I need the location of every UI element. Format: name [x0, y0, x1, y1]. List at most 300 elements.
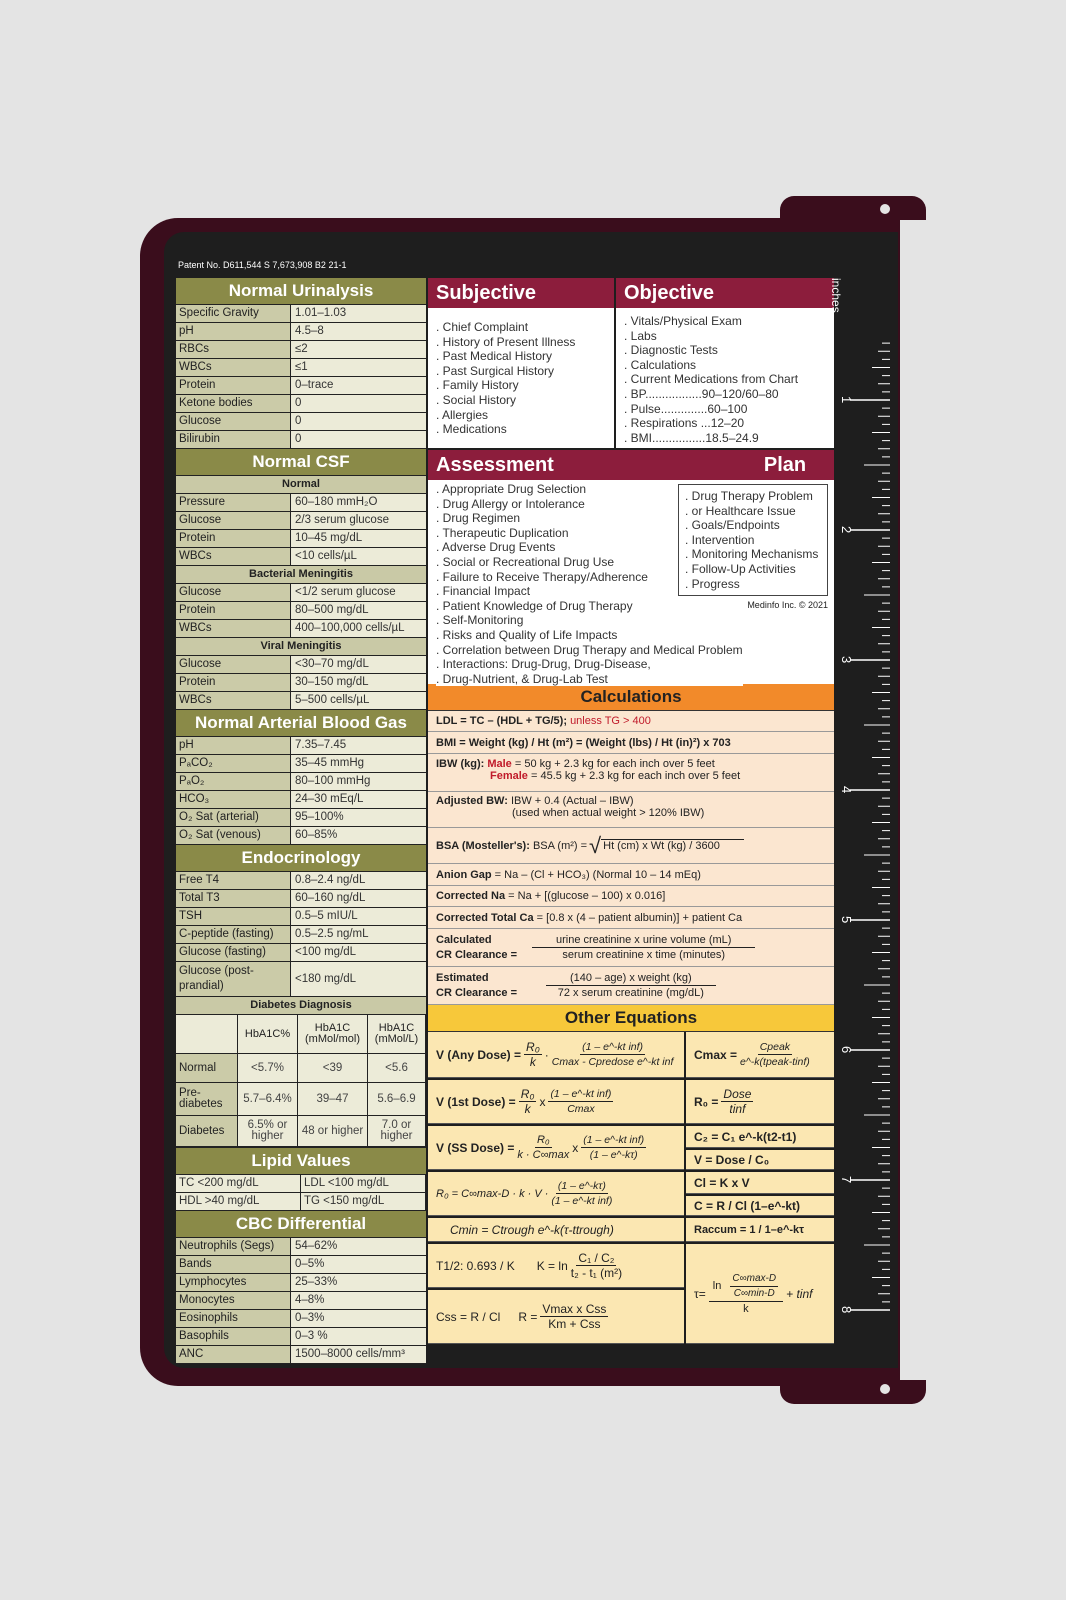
diabetes-cell: <39 — [298, 1054, 368, 1083]
tau-label: τ= — [694, 1286, 706, 1301]
cbc-title: CBC Differential — [176, 1211, 426, 1238]
table-row — [176, 413, 426, 431]
row-key: pH — [176, 737, 291, 754]
eq-text: C₂ = C₁ e^-k(t2-t1) — [694, 1129, 797, 1144]
list-item: . Financial Impact — [436, 584, 743, 599]
table-row — [176, 809, 426, 827]
frac-num: R₀ — [526, 1040, 540, 1054]
eq-label: R₀ = C∞max-D · k · V · — [436, 1187, 549, 1200]
urinalysis-title: Normal Urinalysis — [176, 278, 426, 305]
objective-panel — [616, 278, 834, 448]
row-key: RBCs — [176, 341, 291, 358]
row-key: Ketone bodies — [176, 395, 291, 412]
row-key: Glucose — [176, 656, 291, 673]
row-key: Protein — [176, 674, 291, 691]
eq-text: C = R / Cl (1–e^-kt) — [694, 1198, 801, 1213]
row-value: 25–33% — [291, 1274, 426, 1291]
frac-den: C∞min-D — [733, 1287, 775, 1299]
diabetes-row-label: Pre-diabetes — [176, 1083, 238, 1116]
frac-num: R₀ — [520, 1087, 535, 1101]
clip-bottom — [780, 1380, 926, 1404]
list-item: . Vitals/Physical Exam — [624, 314, 834, 329]
row-key: Eosinophils — [176, 1310, 291, 1327]
anion-label: Anion Gap — [436, 868, 492, 881]
row-value: 30–150 mg/dL — [291, 674, 426, 691]
row-value: 1500–8000 cells/mm³ — [291, 1346, 426, 1363]
csf-normal-table — [176, 494, 426, 566]
ldl-row — [428, 711, 834, 732]
row-value: 0 — [291, 413, 426, 430]
ruler-ticks — [829, 278, 890, 1338]
frac-den: Cmax - Cpredose e^-kt inf — [551, 1056, 674, 1068]
row-key: TSH — [176, 908, 291, 925]
list-item: . Drug-Nutrient, & Drug-Lab Test — [436, 672, 743, 687]
table-row — [176, 926, 426, 944]
row-key: Bilirubin — [176, 431, 291, 448]
list-item: . Therapeutic Duplication — [436, 526, 743, 541]
table-row — [176, 323, 426, 341]
css-text: Css = R / Cl — [436, 1309, 501, 1324]
frac-den: Cmax — [567, 1103, 595, 1115]
list-item: . BP.................90–120/60–80 — [624, 387, 834, 402]
diabetes-header-blank — [176, 1015, 238, 1054]
objective-box — [616, 308, 834, 448]
ln-text: ln — [712, 1280, 722, 1292]
patent-number: Patent No. D611,544 S 7,673,908 B2 21-1 — [178, 260, 347, 270]
row-value: 0–3 % — [291, 1328, 426, 1345]
eq-label: V (1st Dose) = — [436, 1094, 516, 1109]
frac-num: R₀ — [536, 1134, 550, 1146]
calculated-crcl-row — [428, 929, 834, 967]
row-key: Protein — [176, 377, 291, 394]
row-key: PₐCO₂ — [176, 755, 291, 772]
table-row — [176, 1292, 426, 1310]
css-r-eq — [428, 1290, 684, 1344]
row-key: Neutrophils (Segs) — [176, 1238, 291, 1255]
clip-notch — [880, 204, 890, 214]
list-item: . Appropriate Drug Selection — [436, 482, 743, 497]
diabetes-header: HbA1C (mMol/mol) — [298, 1015, 368, 1054]
row-value: 0 — [291, 395, 426, 412]
list-item: . Risks and Quality of Life Impacts — [436, 628, 743, 643]
c2-eq — [686, 1126, 834, 1148]
soap-top — [428, 278, 834, 450]
row-key: Lymphocytes — [176, 1274, 291, 1291]
list-item: . Goals/Endpoints — [685, 518, 827, 533]
list-item: . Correlation between Drug Therapy and Medical Problem — [436, 643, 743, 658]
abg-table — [176, 737, 426, 845]
adjusted-bw-row — [428, 792, 834, 828]
row-value: 80–500 mg/dL — [291, 602, 426, 619]
ibw-male-formula: = 50 kg + 2.3 kg for each inch over 5 feet — [514, 758, 715, 770]
row-value: 35–45 mmHg — [291, 755, 426, 772]
row-value: 5–500 cells/µL — [291, 692, 426, 709]
table-row — [176, 692, 426, 710]
eq-text: Cl = K x V — [694, 1175, 750, 1190]
times-sign: x — [539, 1094, 546, 1109]
ca-label: Corrected Total Ca — [436, 911, 534, 924]
row-value: 0.8–2.4 ng/dL — [291, 872, 426, 889]
diabetes-cell: 5.7–6.4% — [238, 1083, 298, 1116]
v-any-dose: V (Any Dose) = $\frac{\text{R₀}}{k}$ · $\frac{\text{(1 – e\textasciicircum{}-kt inf)}}{\text{Cmax - Cpredose e\textasciicircum{}-kt inf}}$ — [428, 1032, 684, 1078]
ruler-label: 3 — [839, 656, 854, 664]
row-value: 0.5–2.5 ng/mL — [291, 926, 426, 943]
row-key: O₂ Sat (arterial) — [176, 809, 291, 826]
frac-den: tinf — [729, 1102, 746, 1116]
plan-list — [685, 489, 827, 591]
list-item: . Past Medical History — [436, 349, 614, 364]
row-key: PₐO₂ — [176, 773, 291, 790]
subjective-list — [436, 320, 614, 437]
row-value: 4–8% — [291, 1292, 426, 1309]
ruler — [829, 278, 890, 1338]
table-row — [176, 1238, 426, 1256]
eq-label: R₀ = — [694, 1094, 719, 1109]
bsa-label: BSA (Mosteller's): — [436, 839, 530, 852]
table-row — [176, 1274, 426, 1292]
copyright: Medinfo Inc. © 2021 — [747, 600, 828, 610]
ruler-label: 8 — [839, 1306, 854, 1314]
other-equations — [428, 1032, 834, 1344]
csf-title: Normal CSF — [176, 449, 426, 476]
ibw-label: IBW (kg): — [436, 758, 485, 770]
table-row — [176, 773, 426, 791]
table-row — [176, 1175, 426, 1193]
list-item: . Patient Knowledge of Drug Therapy — [436, 599, 743, 614]
frac-den: e^-k(tpeak-tinf) — [740, 1056, 810, 1068]
ruler-unit: inches — [829, 278, 843, 313]
row-key: Glucose — [176, 512, 291, 529]
subjective-panel — [428, 278, 616, 448]
table-row — [176, 512, 426, 530]
row-value: 80–100 mmHg — [291, 773, 426, 790]
table-row — [176, 305, 426, 323]
row-value: ≤1 — [291, 359, 426, 376]
row-key: Monocytes — [176, 1292, 291, 1309]
row-key: WBCs — [176, 548, 291, 565]
row-value: 0–5% — [291, 1256, 426, 1273]
row-value: 95–100% — [291, 809, 426, 826]
row-value: 7.35–7.45 — [291, 737, 426, 754]
list-item: . Progress — [685, 577, 827, 592]
list-item: . Pulse..............60–100 — [624, 402, 834, 417]
diabetes-cell: 5.6–6.9 — [368, 1083, 426, 1116]
table-row — [176, 908, 426, 926]
plan-title: Plan — [676, 450, 834, 480]
est-label: CR Clearance = — [436, 986, 518, 999]
bsa-row — [428, 828, 834, 864]
anion-gap-row — [428, 864, 834, 886]
plan-box — [678, 484, 828, 596]
ruler-label: 7 — [839, 1176, 854, 1184]
row-key: Bands — [176, 1256, 291, 1273]
row-value: <100 mg/dL — [291, 944, 426, 961]
ibw-female-formula: = 45.5 kg + 2.3 kg for each inch over 5 feet — [530, 770, 741, 782]
row-value: <30–70 mg/dL — [291, 656, 426, 673]
bsa-radicand: Ht (cm) x Wt (kg) / 3600 — [601, 839, 744, 852]
row-value: 0.5–5 mIU/L — [291, 908, 426, 925]
table-row — [176, 944, 426, 962]
tau-tinf: + tinf — [786, 1286, 813, 1301]
eq-text: Cmin = Ctrough e^-k(τ-ttrough) — [450, 1222, 614, 1237]
v-dose-eq — [686, 1150, 834, 1170]
list-item: . Diagnostic Tests — [624, 343, 834, 358]
table-row — [176, 1256, 426, 1274]
r-label: R = — [518, 1309, 538, 1324]
cl-eq — [686, 1172, 834, 1194]
list-item: . Allergies — [436, 408, 614, 423]
row-value: 0–3% — [291, 1310, 426, 1327]
frac-num: (1 – e^-kt inf) — [583, 1134, 645, 1146]
table-row — [176, 602, 426, 620]
estimated-crcl-row — [428, 967, 834, 1005]
k-label: K = ln — [536, 1258, 568, 1273]
ruler-label: 5 — [839, 916, 854, 924]
lipid-cell: TC <200 mg/dL — [176, 1175, 301, 1192]
table-row — [176, 1328, 426, 1346]
bsa-formula: BSA (m²) = — [532, 839, 588, 852]
frac-num: (1 – e^-kt inf) — [582, 1041, 644, 1053]
corrected-na-row — [428, 886, 834, 907]
row-value: 0–trace — [291, 377, 426, 394]
ruler-label: 1 — [839, 396, 854, 404]
eq-label: V (Any Dose) = — [436, 1047, 522, 1062]
list-item: . Adverse Drug Events — [436, 540, 743, 555]
eq-label: V (SS Dose) = — [436, 1140, 515, 1155]
cbc-table — [176, 1238, 426, 1364]
row-key: WBCs — [176, 359, 291, 376]
table-row — [176, 1193, 426, 1211]
table-row — [176, 377, 426, 395]
table-row — [176, 656, 426, 674]
clip-notch — [880, 1384, 890, 1394]
crcl-numerator: urine creatinine x urine volume (mL) — [532, 933, 755, 948]
frac-num: Dose — [723, 1087, 752, 1101]
eq-label: Cmax = — [694, 1047, 738, 1062]
r0-eq — [686, 1080, 834, 1124]
frac-den: k — [529, 1055, 536, 1069]
row-key: Basophils — [176, 1328, 291, 1345]
cmax-eq — [686, 1032, 834, 1078]
assessment-plan-header — [428, 450, 834, 480]
left-column — [176, 278, 426, 1364]
crcl-denominator: serum creatinine x time (minutes) — [562, 949, 726, 961]
table-row — [176, 584, 426, 602]
objective-list — [624, 314, 834, 445]
row-key: O₂ Sat (venous) — [176, 827, 291, 844]
row-value: 1.01–1.03 — [291, 305, 426, 322]
lipid-cell: HDL >40 mg/dL — [176, 1193, 301, 1210]
row-value: <10 cells/µL — [291, 548, 426, 565]
frac-num: (1 – e^-kτ) — [557, 1180, 606, 1192]
row-key: ANC — [176, 1346, 291, 1363]
eq-text: V = Dose / C₀ — [694, 1152, 770, 1167]
v-first-dose — [428, 1080, 684, 1124]
sqrt-icon: √ — [589, 832, 602, 858]
list-item: . Follow-Up Activities — [685, 562, 827, 577]
diabetes-row-label: Diabetes — [176, 1116, 238, 1147]
row-key: Specific Gravity — [176, 305, 291, 322]
row-value: 54–62% — [291, 1238, 426, 1255]
list-item: . Drug Allergy or Intolerance — [436, 497, 743, 512]
list-item: . Medications — [436, 422, 614, 437]
frac-num: C∞max-D — [730, 1272, 778, 1287]
row-value: 60–160 ng/dL — [291, 890, 426, 907]
row-key: Glucose (fasting) — [176, 944, 291, 961]
frac-num: Vmax x Css — [542, 1302, 607, 1316]
row-key: Protein — [176, 602, 291, 619]
ldl-formula: LDL = TC – (HDL + TG/5); — [436, 715, 567, 727]
diabetes-cell: 7.0 or higher — [368, 1116, 426, 1147]
list-item: . Interactions: Drug-Drug, Drug-Disease, — [436, 657, 743, 672]
row-value: 400–100,000 cells/µL — [291, 620, 426, 637]
list-item: . Labs — [624, 329, 834, 344]
diabetes-cell: 39–47 — [298, 1083, 368, 1116]
est-denominator: 72 x serum creatinine (mg/dL) — [557, 987, 704, 999]
list-item: . Calculations — [624, 358, 834, 373]
ruler-label: 6 — [839, 1046, 854, 1054]
ibw-male: Male — [487, 758, 512, 770]
row-key: Pressure — [176, 494, 291, 511]
diabetes-header: HbA1C (mMol/L) — [368, 1015, 426, 1054]
frac-den: t₂ - t₁ (m²) — [570, 1266, 623, 1280]
ruler-label: 2 — [839, 526, 854, 534]
ibw-female: Female — [490, 770, 528, 782]
frac-den: (1 – e^-kτ) — [589, 1149, 638, 1161]
table-row — [176, 827, 426, 845]
lipid-cell: TG <150 mg/dL — [301, 1193, 426, 1210]
list-item: . Social or Recreational Drug Use — [436, 555, 743, 570]
tau-eq — [686, 1244, 834, 1344]
frac-den: k — [524, 1102, 531, 1116]
list-item: . Past Surgical History — [436, 364, 614, 379]
ldl-note: unless TG > 400 — [570, 715, 651, 727]
table-row — [176, 791, 426, 809]
list-item: . Monitoring Mechanisms — [685, 547, 827, 562]
table-row — [176, 674, 426, 692]
est-label: Estimated — [436, 971, 489, 984]
row-value: 10–45 mg/dL — [291, 530, 426, 547]
table-row — [176, 431, 426, 449]
row-value: 4.5–8 — [291, 323, 426, 340]
row-key: WBCs — [176, 620, 291, 637]
csf-bacterial-table — [176, 584, 426, 638]
r0-ss-eq — [428, 1172, 684, 1216]
endo-title: Endocrinology — [176, 845, 426, 872]
table-row — [176, 755, 426, 773]
crcl-label: Calculated — [436, 933, 492, 946]
table-row — [176, 341, 426, 359]
row-key: Glucose (post-prandial) — [176, 962, 291, 996]
row-value: 2/3 serum glucose — [291, 512, 426, 529]
adj-label: Adjusted BW: — [436, 795, 508, 807]
diabetes-table — [176, 1015, 426, 1148]
times-sign: x — [572, 1140, 579, 1155]
csf-bacterial-label: Bacterial Meningitis — [176, 566, 426, 584]
objective-title: Objective — [616, 278, 834, 308]
anion-formula: = Na – (Cl + HCO₃) (Normal 10 – 14 mEq) — [494, 868, 701, 881]
row-key: Glucose — [176, 413, 291, 430]
list-item: . or Healthcare Issue — [685, 504, 827, 519]
row-key: WBCs — [176, 692, 291, 709]
lipid-cell: LDL <100 mg/dL — [301, 1175, 426, 1192]
table-row — [176, 1346, 426, 1364]
row-value: ≤2 — [291, 341, 426, 358]
adj-formula: IBW + 0.4 (Actual – IBW) — [510, 795, 634, 807]
c-eq — [686, 1196, 834, 1216]
row-value: 60–85% — [291, 827, 426, 844]
raccum-eq — [686, 1218, 834, 1242]
diabetes-row-label: Normal — [176, 1054, 238, 1083]
assessment-plan — [428, 450, 834, 684]
abg-title: Normal Arterial Blood Gas — [176, 710, 426, 737]
table-row — [176, 494, 426, 512]
list-item: . Failure to Receive Therapy/Adherence — [436, 570, 743, 585]
table-row — [176, 890, 426, 908]
frac-den: (1 – e^-kt inf) — [551, 1195, 613, 1207]
row-value: 0 — [291, 431, 426, 448]
table-row — [176, 620, 426, 638]
diabetes-cell: <5.6 — [368, 1054, 426, 1083]
row-key: Total T3 — [176, 890, 291, 907]
row-key: Glucose — [176, 584, 291, 601]
csf-viral-table — [176, 656, 426, 710]
table-row — [176, 962, 426, 997]
diabetes-title: Diabetes Diagnosis — [176, 997, 426, 1015]
clip-top — [780, 196, 926, 220]
urinalysis-table — [176, 305, 426, 449]
list-item: . Family History — [436, 378, 614, 393]
v-ss-dose — [428, 1126, 684, 1170]
row-key: C-peptide (fasting) — [176, 926, 291, 943]
table-row — [176, 530, 426, 548]
ibw-row — [428, 754, 834, 792]
table-row — [176, 737, 426, 755]
bmi-row — [428, 732, 834, 754]
list-item: . Drug Therapy Problem — [685, 489, 827, 504]
csf-viral-label: Viral Meningitis — [176, 638, 426, 656]
row-key: Protein — [176, 530, 291, 547]
row-key: Free T4 — [176, 872, 291, 889]
crcl-label: CR Clearance = — [436, 948, 518, 961]
row-value: <1/2 serum glucose — [291, 584, 426, 601]
list-item: . Chief Complaint — [436, 320, 614, 335]
endo-table — [176, 872, 426, 962]
bmi-formula: BMI = Weight (kg) / Ht (m²) = (Weight (lbs) / Ht (in)²) x 703 — [436, 736, 731, 749]
table-row — [176, 1310, 426, 1328]
cmin-eq — [428, 1218, 684, 1242]
table-row — [176, 395, 426, 413]
list-item: . Respirations ...12–20 — [624, 416, 834, 431]
ruler-label: 4 — [839, 786, 854, 794]
subjective-title: Subjective — [428, 278, 614, 308]
list-item: . Drug Regimen — [436, 511, 743, 526]
table-row — [176, 872, 426, 890]
table-row — [176, 359, 426, 377]
est-numerator: (140 – age) x weight (kg) — [546, 971, 716, 986]
diabetes-header: HbA1C% — [238, 1015, 298, 1054]
subjective-box — [428, 308, 614, 448]
frac-num: Cpeak — [759, 1041, 791, 1053]
other-equations-title: Other Equations — [428, 1005, 834, 1032]
list-item: . History of Present Illness — [436, 335, 614, 350]
thalf-k-eq — [428, 1244, 684, 1288]
list-item: . Social History — [436, 393, 614, 408]
frac-num: C₁ / C₂ — [578, 1251, 615, 1265]
frac-den: k · C∞max — [517, 1149, 570, 1161]
corrected-ca-row — [428, 907, 834, 929]
calculations-title: Calculations — [428, 684, 834, 711]
